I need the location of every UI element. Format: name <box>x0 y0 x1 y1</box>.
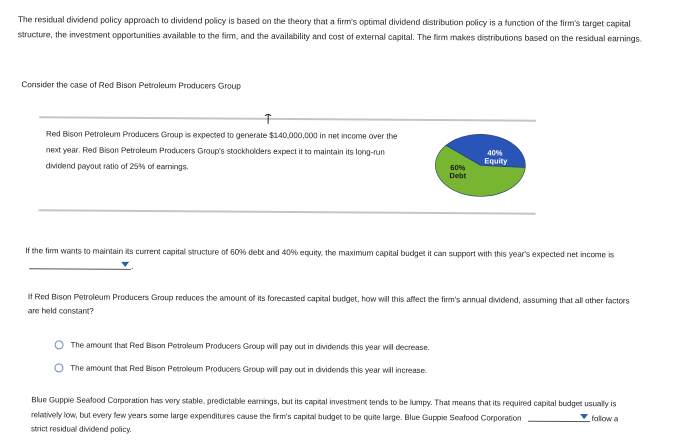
dividend-options <box>54 333 430 382</box>
question-residual-policy <box>31 393 631 440</box>
intro-text: The residual dividend policy approach to dividend policy is based on the theory that a firm's optimal dividend distribution policy is a function of the firm's target capital structure, the investment opportunities available to the firm, and the availability and cost of external capital. The firm makes distributions based on the residual earnings. <box>17 14 643 44</box>
divider-top <box>39 116 536 121</box>
option-increase-label: The amount that Red Bison Petroleum Producers Group will pay out in dividends this year will increase. <box>70 363 428 375</box>
q3-text: Blue Guppie Seafood Corporation has very stable, predictable earnings, but its capital investment tends to be lumpy. That means that its required capital budget usually is relatively low, but every few years some large expenditures cause the firm's capital budget to be quite large. Blue Guppie Seafood Corporation <box>31 395 617 423</box>
policy-dropdown[interactable] <box>528 411 590 422</box>
q3-end: follow a strict residual dividend policy. <box>30 414 619 434</box>
intro-paragraph <box>18 12 654 46</box>
pie-debt-label: Debt <box>449 171 467 181</box>
question-dividend-effect <box>28 290 638 322</box>
pie-equity-label: Equity <box>484 156 508 166</box>
option-decrease-label: The amount that Red Bison Petroleum Producers Group will pay out in dividends this year will decrease. <box>70 340 430 353</box>
question-capital-budget <box>25 244 635 277</box>
option-increase[interactable] <box>54 356 429 382</box>
q1-end: . <box>131 261 134 271</box>
consider-heading: Consider the case of Red Bison Petroleum Producers Group <box>21 80 241 91</box>
case-text: Red Bison Petroleum Producers Group is expected to generate $140,000,000 in net income over the next year. Red Bison Petroleum Producers Group's stockholders expect it to maintain its long-run dividend payout ratio of 25% of earnings. <box>45 129 398 172</box>
radio-decrease[interactable] <box>55 340 64 349</box>
option-decrease[interactable] <box>55 333 430 359</box>
capital-budget-dropdown[interactable] <box>29 258 134 271</box>
radio-increase[interactable] <box>54 363 63 372</box>
capital-structure-pie <box>434 132 527 199</box>
q2-text: If Red Bison Petroleum Producers Group reduces the amount of its forecasted capital budget, how will this affect the firm's annual dividend, assuming that all other factors are held constant? <box>27 292 630 316</box>
case-panel <box>38 116 539 221</box>
q1-text: If the firm wants to maintain its current capital structure of 60% debt and 40% equity, the maximum capital budget it can support with this year's expected net income is <box>25 246 615 260</box>
pie-equity-pct: 40% <box>487 148 503 158</box>
divider-bottom <box>39 209 536 214</box>
pie-debt-pct: 60% <box>450 163 466 173</box>
caret-down-icon <box>580 414 588 419</box>
mouse-cursor-icon <box>264 114 272 124</box>
caret-down-icon <box>121 262 129 267</box>
